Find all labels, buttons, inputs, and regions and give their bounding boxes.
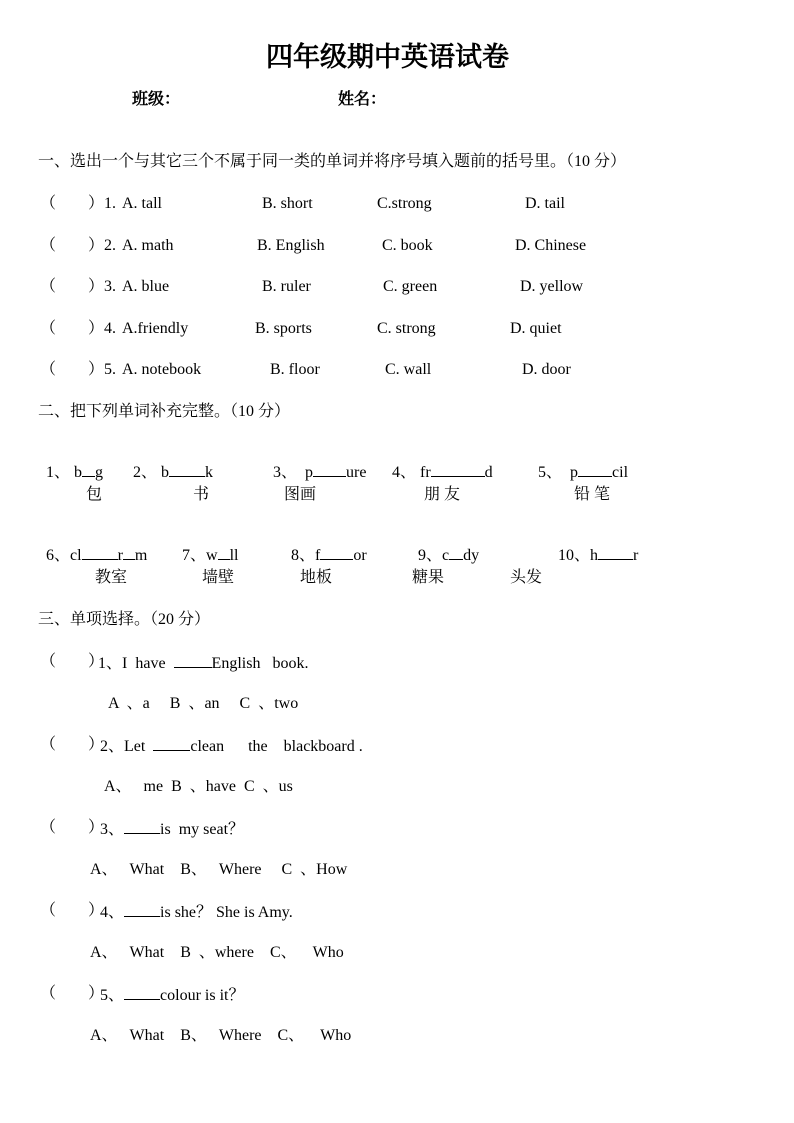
word-start: p xyxy=(570,464,579,481)
question-options: A 、a B 、an C 、two xyxy=(108,695,299,712)
item-number: 4. xyxy=(104,320,116,337)
question-options: A、 What B 、where C、 Who xyxy=(90,944,344,961)
option-c: C. wall xyxy=(385,361,432,378)
word-10 xyxy=(550,530,638,564)
word-meaning: 图画 xyxy=(284,486,317,503)
word-4 xyxy=(384,447,493,481)
option-a: A. math xyxy=(122,237,174,254)
blank[interactable] xyxy=(218,546,230,560)
word-end: k xyxy=(205,464,214,481)
answer-bracket[interactable]: （ ） xyxy=(40,736,105,753)
blank[interactable] xyxy=(598,546,633,560)
question-number: 4、 xyxy=(100,904,125,921)
option-c: C. strong xyxy=(377,320,436,337)
word-number: 6、 xyxy=(46,547,71,564)
option-c: C.strong xyxy=(377,195,432,212)
question-suffix: colour is it？ xyxy=(160,987,245,1004)
section2-heading: 二、把下列单词补充完整。（10 分） xyxy=(38,403,291,420)
word-number: 9、 xyxy=(418,547,443,564)
blank[interactable] xyxy=(578,463,612,477)
section3-heading: 三、单项选择。（20 分） xyxy=(38,611,211,628)
question-suffix: English book. xyxy=(211,655,309,672)
word-end: d xyxy=(484,464,493,481)
blank[interactable] xyxy=(431,463,485,477)
question-number: 2、 xyxy=(100,738,125,755)
word-meaning: 朋 友 xyxy=(424,486,461,503)
word-start: b xyxy=(74,464,83,481)
word-number: 3、 xyxy=(273,464,298,481)
word-number: 2、 xyxy=(133,464,158,481)
word-7 xyxy=(174,530,238,564)
page-title: 四年级期中英语试卷 xyxy=(266,42,509,72)
word-meaning: 头发 xyxy=(510,569,543,586)
question-number: 1、 xyxy=(98,655,123,672)
question-text xyxy=(98,654,308,672)
answer-bracket[interactable]: （ ） xyxy=(40,361,105,378)
answer-bracket[interactable]: （ ） xyxy=(40,653,105,670)
section1-heading: 一、选出一个与其它三个不属于同一类的单词并将序号填入题前的括号里。（10 分） xyxy=(38,153,627,170)
word-number: 10、 xyxy=(558,547,591,564)
word-end: dy xyxy=(463,547,480,564)
word-number: 1、 xyxy=(46,464,71,481)
option-d: D. yellow xyxy=(520,278,584,295)
option-a: A. blue xyxy=(122,278,170,295)
blank[interactable] xyxy=(82,546,118,560)
option-d: D. door xyxy=(522,361,571,378)
blank[interactable] xyxy=(82,463,95,477)
word-end: m xyxy=(134,547,148,564)
word-meaning: 墙壁 xyxy=(202,569,235,586)
item-number: 3. xyxy=(104,278,116,295)
item-number: 1. xyxy=(104,195,116,212)
word-middle: r xyxy=(117,547,123,564)
blank[interactable] xyxy=(153,737,190,751)
answer-bracket[interactable]: （ ） xyxy=(40,902,105,919)
word-8 xyxy=(283,530,367,564)
question-options: A、 me B 、have C 、us xyxy=(104,778,293,795)
option-a: A.friendly xyxy=(122,320,189,337)
word-number: 8、 xyxy=(291,547,316,564)
word-5 xyxy=(530,447,628,481)
blank[interactable] xyxy=(313,463,346,477)
answer-bracket[interactable]: （ ） xyxy=(40,819,105,836)
word-start: p xyxy=(305,464,314,481)
option-b: B. English xyxy=(257,237,325,254)
word-meaning: 书 xyxy=(193,486,210,503)
option-b: B. short xyxy=(262,195,313,212)
name-label: 姓名： xyxy=(338,91,387,108)
question-options: A、 What B、 Where C 、How xyxy=(90,861,348,878)
word-number: 7、 xyxy=(182,547,207,564)
answer-bracket[interactable]: （ ） xyxy=(40,195,105,212)
blank[interactable] xyxy=(123,546,135,560)
word-meaning: 铅 笔 xyxy=(574,486,611,503)
item-number: 2. xyxy=(104,237,116,254)
blank[interactable] xyxy=(174,654,212,668)
word-meaning: 糖果 xyxy=(412,569,445,586)
word-3 xyxy=(265,447,366,481)
option-d: D. tail xyxy=(525,195,565,212)
word-start: fr xyxy=(420,464,431,481)
word-end: g xyxy=(95,464,104,481)
word-end: or xyxy=(353,547,367,564)
word-start: w xyxy=(206,547,218,564)
word-start: cl xyxy=(70,547,82,564)
word-end: r xyxy=(633,547,639,564)
question-text xyxy=(100,820,244,838)
answer-bracket[interactable]: （ ） xyxy=(40,985,105,1002)
answer-bracket[interactable]: （ ） xyxy=(40,320,105,337)
word-2 xyxy=(125,447,213,481)
word-start: h xyxy=(590,547,599,564)
class-label: 班级： xyxy=(132,91,181,108)
word-start: c xyxy=(442,547,450,564)
option-b: B. ruler xyxy=(262,278,311,295)
item-number: 5. xyxy=(104,361,116,378)
blank[interactable] xyxy=(124,903,160,917)
word-meaning: 教室 xyxy=(95,569,128,586)
question-prefix: Let xyxy=(124,738,154,755)
word-meaning: 地板 xyxy=(300,569,333,586)
option-a: A. tall xyxy=(122,195,162,212)
word-1 xyxy=(38,447,103,481)
question-number: 3、 xyxy=(100,821,125,838)
blank[interactable] xyxy=(169,463,205,477)
option-c: C. green xyxy=(383,278,438,295)
word-start: f xyxy=(315,547,321,564)
word-meaning: 包 xyxy=(86,486,103,503)
question-suffix: clean the blackboard . xyxy=(190,738,363,755)
answer-bracket[interactable]: （ ） xyxy=(40,278,105,295)
blank[interactable] xyxy=(124,820,160,834)
blank[interactable] xyxy=(449,546,463,560)
word-end: ll xyxy=(229,547,239,564)
question-prefix: I have xyxy=(122,655,174,672)
blank[interactable] xyxy=(320,546,353,560)
option-d: D. quiet xyxy=(510,320,562,337)
option-b: B. floor xyxy=(270,361,320,378)
option-c: C. book xyxy=(382,237,433,254)
question-text xyxy=(100,903,293,921)
question-suffix: is she？ She is Amy. xyxy=(160,904,293,921)
word-number: 5、 xyxy=(538,464,563,481)
word-end: ure xyxy=(346,464,367,481)
option-b: B. sports xyxy=(255,320,312,337)
question-number: 5、 xyxy=(100,987,125,1004)
question-suffix: is my seat？ xyxy=(160,821,245,838)
question-options: A、 What B、 Where C、 Who xyxy=(90,1027,352,1044)
answer-bracket[interactable]: （ ） xyxy=(40,237,105,254)
word-number: 4、 xyxy=(392,464,417,481)
word-6 xyxy=(38,530,147,564)
word-end: cil xyxy=(612,464,629,481)
question-text xyxy=(100,737,363,755)
word-start: b xyxy=(161,464,170,481)
blank[interactable] xyxy=(124,986,160,1000)
question-text xyxy=(100,986,244,1004)
option-d: D. Chinese xyxy=(515,237,587,254)
option-a: A. notebook xyxy=(122,361,202,378)
word-9 xyxy=(410,530,479,564)
